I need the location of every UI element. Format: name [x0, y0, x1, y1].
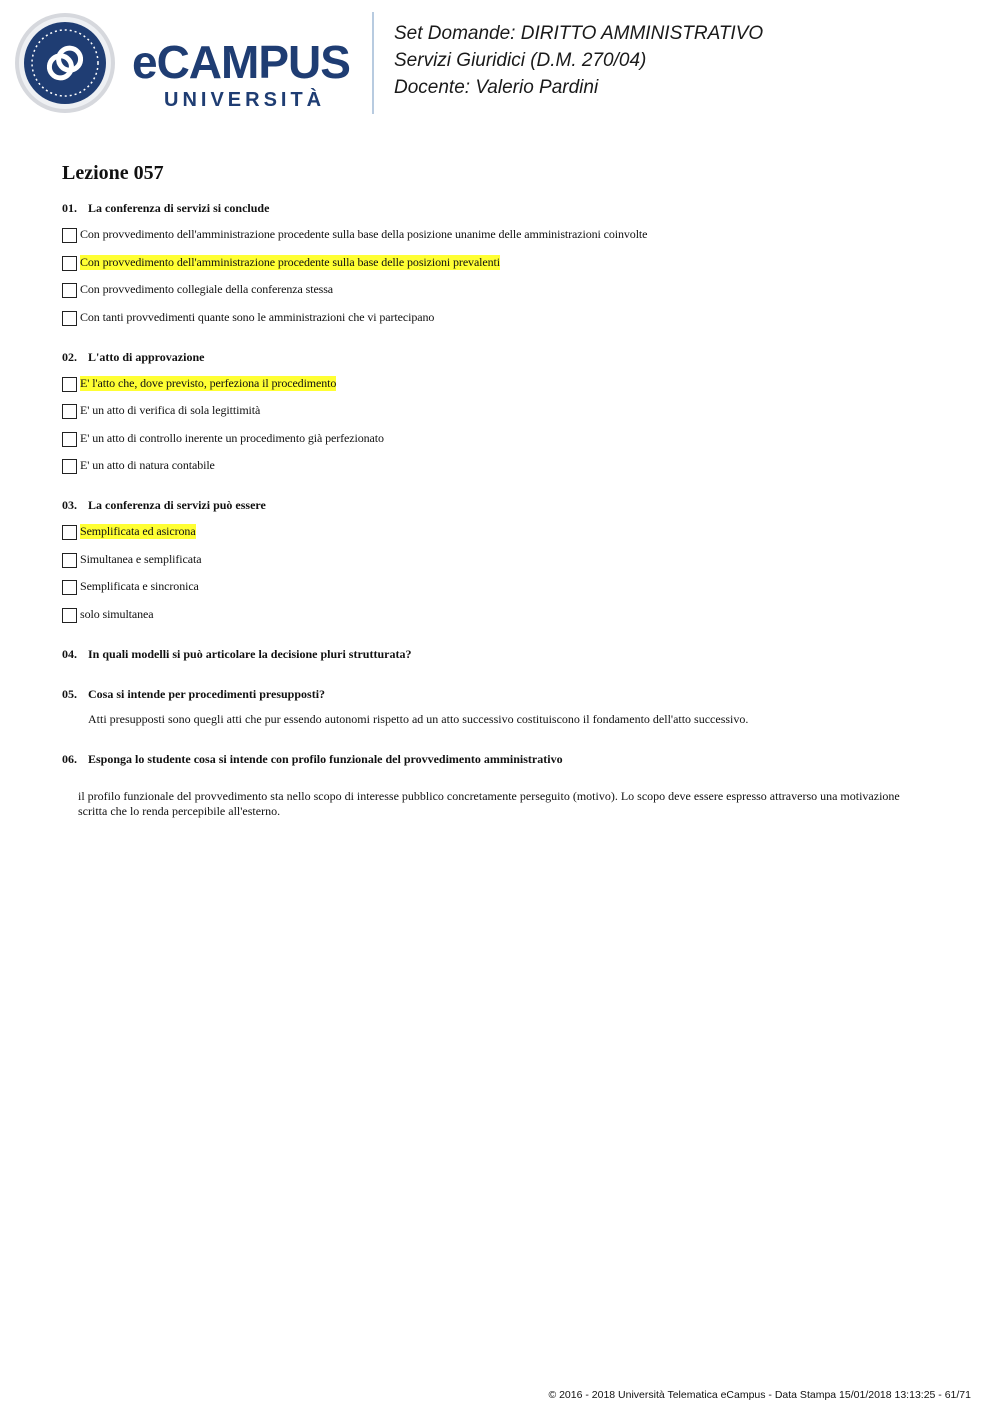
- course-set-title: Set Domande: DIRITTO AMMINISTRATIVO: [394, 23, 764, 44]
- question-block: [62, 751, 942, 819]
- answer-option-correct[interactable]: [62, 374, 942, 393]
- answer-option-correct[interactable]: [62, 522, 942, 541]
- question-number: 02.: [62, 349, 77, 364]
- answer-option[interactable]: [62, 605, 942, 624]
- option-text: Simultanea e semplificata: [80, 551, 202, 566]
- checkbox[interactable]: [62, 377, 77, 392]
- answer-option[interactable]: [62, 456, 942, 475]
- answer-text: il profilo funzionale del provvedimento sta nello scopo di interesse pubblico concretamente perseguito (motivo). Lo scopo deve essere espresso attraverso una motivazione scritta che lo renda percepibile all'esterno.: [78, 788, 900, 818]
- course-program: Servizi Giuridici (D.M. 270/04): [394, 50, 647, 71]
- answer-options: [62, 522, 942, 624]
- checkbox[interactable]: [62, 459, 77, 474]
- question-title: [62, 751, 942, 767]
- checkbox[interactable]: [62, 553, 77, 568]
- option-text: Con provvedimento collegiale della conferenza stessa: [80, 282, 334, 296]
- answer-option[interactable]: [62, 308, 942, 327]
- question-number: 04.: [62, 646, 77, 661]
- question-text: In quali modelli si può articolare la decisione pluri strutturata?: [88, 646, 412, 661]
- question-block: [62, 349, 942, 476]
- question-text: Esponga lo studente cosa si intende con profilo funzionale del provvedimento amministrativo: [88, 751, 563, 766]
- question-block: [62, 497, 942, 624]
- question-block: [62, 200, 942, 327]
- ecampus-seal-icon: [14, 12, 116, 114]
- checkbox[interactable]: [62, 608, 77, 623]
- option-text: Semplificata e sincronica: [80, 579, 199, 593]
- option-text-highlighted: Con provvedimento dell'amministrazione procedente sulla base delle posizioni prevalenti: [80, 254, 501, 269]
- option-text: solo simultanea: [80, 606, 154, 621]
- page-footer: © 2016 - 2018 Università Telematica eCampus - Data Stampa 15/01/2018 13:13:25 - 61/71: [548, 1389, 971, 1401]
- question-title: [62, 646, 942, 662]
- option-text: Con provvedimento dell'amministrazione procedente sulla base della posizione unanime delle amministrazioni coinvolte: [80, 227, 648, 241]
- course-teacher: Docente: Valerio Pardini: [394, 77, 599, 98]
- answer-options: [62, 225, 942, 327]
- option-text-highlighted: E' l'atto che, dove previsto, perfeziona il procedimento: [80, 375, 337, 390]
- question-block: [62, 686, 942, 727]
- ecampus-logo: [130, 36, 360, 116]
- question-number: 01.: [62, 201, 77, 215]
- logo-brand-text: eCAMPUS: [132, 36, 350, 88]
- checkbox[interactable]: [62, 311, 77, 326]
- page-header: [0, 0, 1000, 130]
- answer-option[interactable]: [62, 280, 942, 299]
- answer-option[interactable]: [62, 550, 942, 569]
- answer-option[interactable]: [62, 225, 942, 244]
- checkbox[interactable]: [62, 525, 77, 540]
- checkbox[interactable]: [62, 256, 77, 271]
- header-divider: [372, 12, 374, 114]
- question-number: 06.: [62, 751, 77, 766]
- question-number: 03.: [62, 498, 77, 512]
- option-text: Con tanti provvedimenti quante sono le amministrazioni che vi partecipano: [80, 309, 435, 324]
- logo-subtitle-text: UNIVERSITÀ: [164, 89, 326, 111]
- answer-option[interactable]: [62, 401, 942, 420]
- question-text: La conferenza di servizi può essere: [88, 498, 266, 512]
- question-text: Cosa si intende per procedimenti presupposti?: [88, 686, 326, 701]
- question-number: 05.: [62, 686, 77, 701]
- page-content: [62, 160, 942, 841]
- question-block: [62, 646, 942, 662]
- option-text: E' un atto di natura contabile: [80, 458, 215, 472]
- header-info: [394, 20, 763, 101]
- checkbox[interactable]: [62, 228, 77, 243]
- answer-text: Atti presupposti sono quegli atti che pur essendo autonomi rispetto ad un atto successivo costituiscono il fondamento dell'atto successivo.: [88, 711, 749, 726]
- option-text: E' un atto di controllo inerente un procedimento già perfezionato: [80, 430, 384, 445]
- question-text: La conferenza di servizi si conclude: [88, 201, 270, 215]
- checkbox[interactable]: [62, 580, 77, 595]
- question-title: [62, 686, 942, 702]
- option-text-highlighted: Semplificata ed asicrona: [80, 524, 196, 538]
- question-text: L'atto di approvazione: [88, 349, 205, 364]
- answer-options: [62, 374, 942, 476]
- question-title: [62, 349, 942, 365]
- option-text: E' un atto di verifica di sola legittimità: [80, 403, 261, 417]
- answer-option-correct[interactable]: [62, 253, 942, 272]
- checkbox[interactable]: [62, 404, 77, 419]
- question-title: [62, 497, 942, 513]
- answer-option[interactable]: [62, 429, 942, 448]
- checkbox[interactable]: [62, 283, 77, 298]
- lesson-title: Lezione 057: [62, 162, 164, 184]
- checkbox[interactable]: [62, 432, 77, 447]
- question-title: [62, 200, 942, 216]
- answer-option[interactable]: [62, 577, 942, 596]
